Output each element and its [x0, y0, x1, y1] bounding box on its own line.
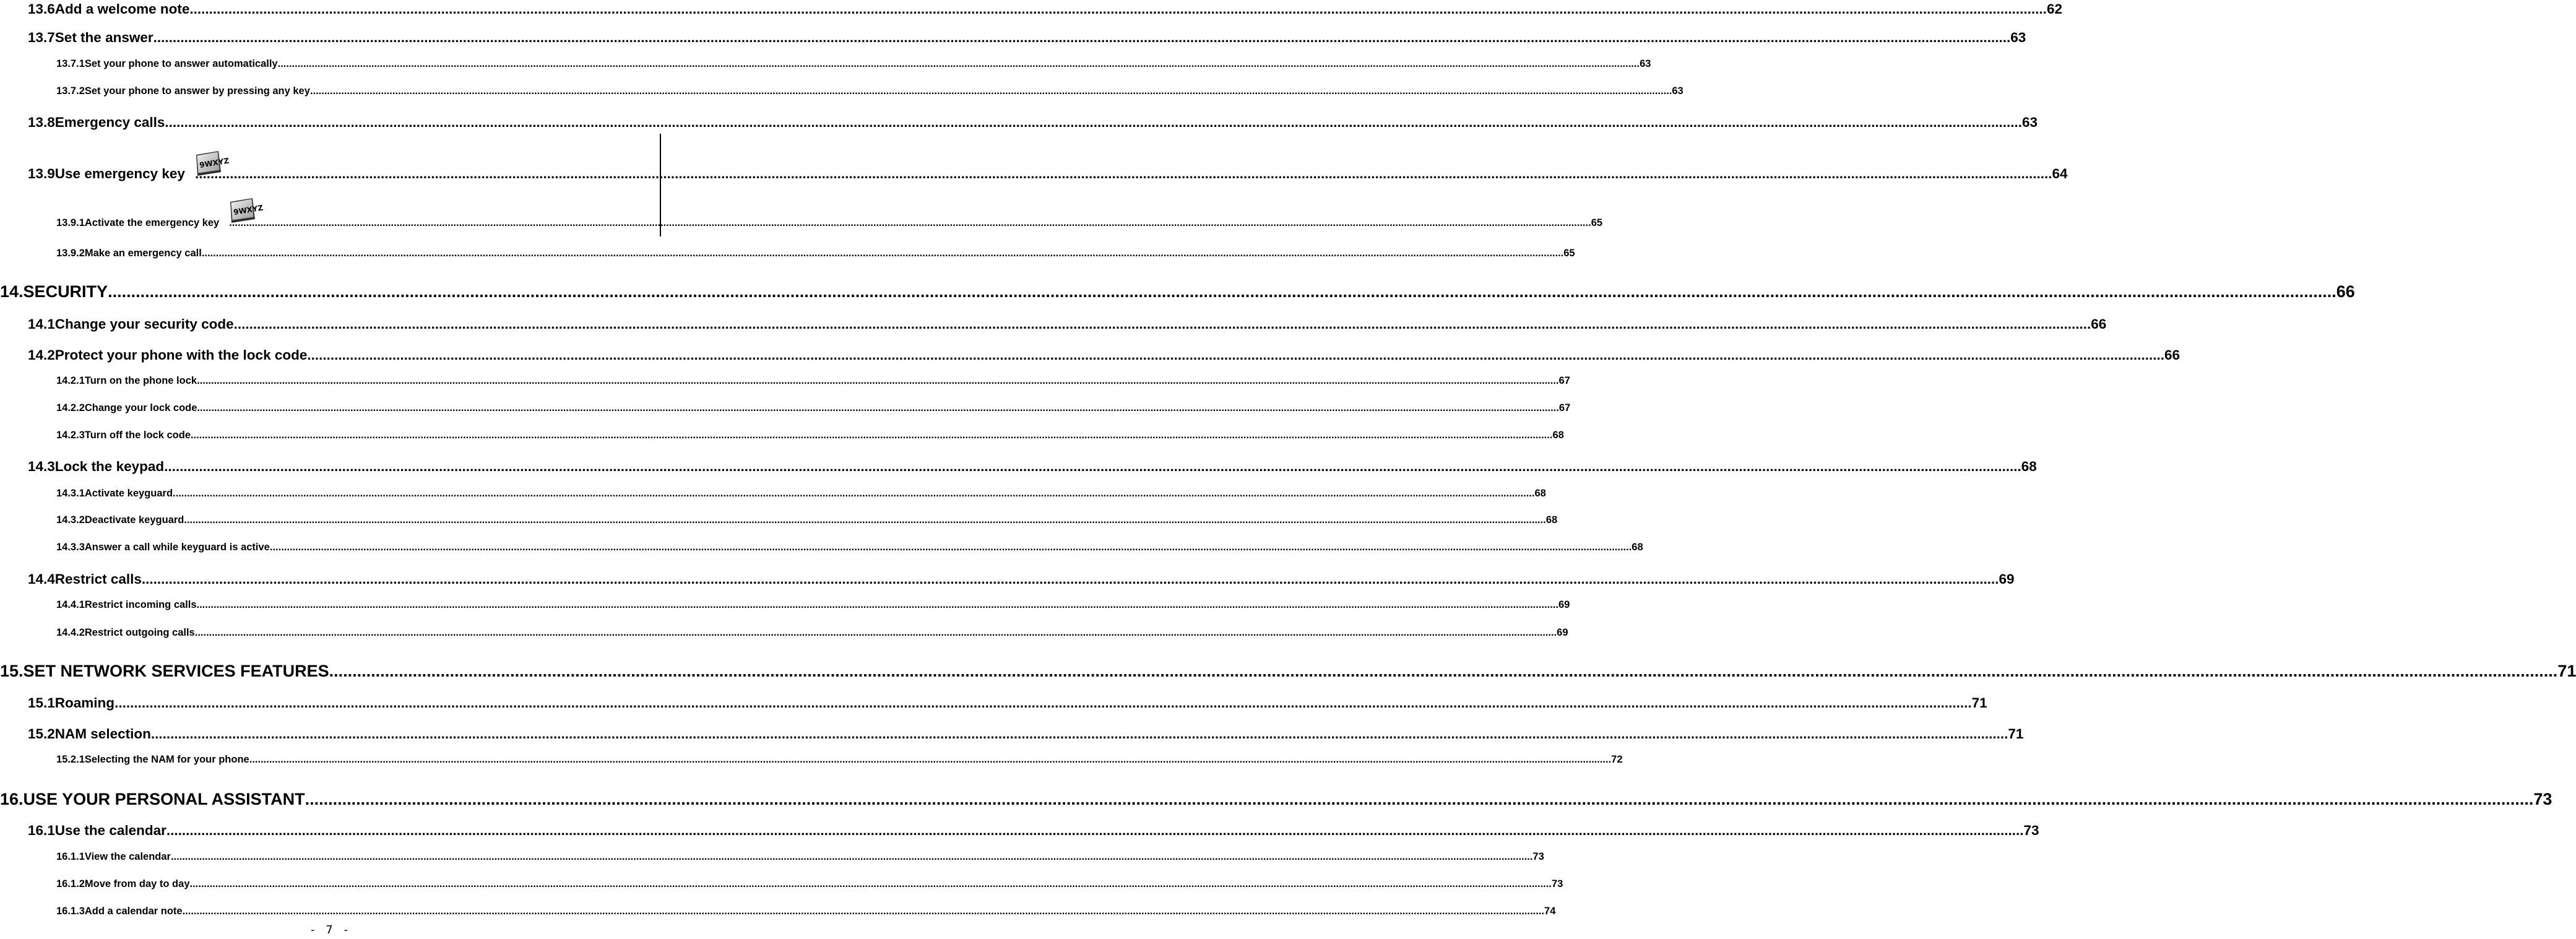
entry-title: SET NETWORK SERVICES FEATURES — [23, 662, 329, 680]
entry-number: 13.9.2 — [56, 248, 85, 259]
entry-number: 13.7.2 — [56, 85, 85, 97]
dot-leader — [151, 726, 2008, 742]
entry-number: 15. — [0, 662, 24, 680]
dot-leader — [164, 459, 2021, 475]
entry-title: Deactivate keyguard — [84, 514, 184, 526]
entry-number: 13.6 — [28, 1, 55, 17]
dot-leader — [108, 282, 2336, 301]
entry-title: Activate the emergency key — [84, 217, 220, 228]
change-bar — [660, 134, 661, 236]
entry-page: 71 — [2008, 726, 2024, 742]
entry-number: 16.1 — [28, 823, 55, 838]
dot-leader — [234, 316, 2091, 332]
entry-number: 14.2.1 — [56, 375, 85, 386]
entry-number: 14.4.1 — [56, 599, 85, 610]
entry-number: 14.2 — [28, 347, 55, 363]
entry-title: Turn on the phone lock — [84, 375, 197, 386]
toc-entry-14-2-3[interactable] — [56, 428, 1564, 441]
entry-number: 14.2.2 — [56, 402, 85, 413]
entry-title: SECURITY — [23, 282, 108, 301]
toc-entry-13-7[interactable] — [28, 27, 2026, 46]
entry-title: Answer a call while keyguard is active — [84, 542, 270, 553]
entry-number: 16.1.1 — [56, 851, 85, 862]
dot-leader — [197, 599, 1558, 611]
toc-entry-16-1-3[interactable] — [56, 904, 1556, 917]
dot-leader — [329, 662, 2558, 681]
toc-entry-16-1[interactable] — [28, 820, 2039, 839]
svg-text:9WXYZ: 9WXYZ — [199, 156, 230, 170]
toc-entry-14-2-2[interactable] — [56, 400, 1571, 414]
entry-number: 16. — [0, 790, 24, 808]
dot-leader — [270, 542, 1632, 553]
dot-leader — [173, 488, 1534, 500]
dot-leader — [305, 790, 2534, 809]
dot-leader — [195, 627, 1557, 639]
entry-title: Make an emergency call — [84, 248, 202, 259]
dot-leader — [165, 115, 2022, 131]
dot-leader — [202, 248, 1563, 259]
toc-entry-13-6[interactable] — [28, 0, 2062, 17]
entry-number: 16.1.2 — [56, 878, 85, 889]
dot-leader — [307, 347, 2164, 363]
entry-page: 69 — [1557, 627, 1568, 638]
entry-page: 74 — [1544, 906, 1556, 917]
entry-title: Activate keyguard — [84, 488, 173, 499]
entry-page: 68 — [1632, 542, 1643, 553]
entry-title: Use emergency key — [54, 166, 185, 181]
entry-page: 63 — [1672, 85, 1683, 97]
entry-number: 15.2.1 — [56, 754, 85, 765]
entry-page: 71 — [2557, 662, 2576, 680]
entry-number: 13.9.1 — [56, 217, 85, 228]
entry-number: 13.7 — [28, 30, 55, 45]
toc-entry-14-4-2[interactable] — [56, 625, 1568, 639]
entry-number: 14.3.3 — [56, 542, 85, 553]
entry-number: 14. — [0, 282, 24, 301]
toc-entry-14-4[interactable] — [28, 569, 2015, 587]
dot-leader — [197, 402, 1558, 414]
dot-leader — [166, 823, 2024, 839]
entry-page: 68 — [1545, 514, 1558, 526]
toc-entry-16-1-1[interactable] — [56, 849, 1544, 863]
entry-page: 71 — [1971, 695, 1987, 711]
dot-leader — [195, 166, 2052, 182]
toc-entry-14-3-3[interactable] — [56, 540, 1643, 553]
entry-title: Change your security code — [54, 316, 234, 332]
dot-leader — [249, 754, 1611, 766]
entry-number: 14.4.2 — [56, 627, 85, 638]
entry-title: Restrict incoming calls — [84, 599, 197, 610]
dot-leader — [142, 571, 1999, 587]
entry-title: Move from day to day — [84, 878, 190, 889]
entry-number: 14.3 — [28, 459, 55, 474]
entry-page: 68 — [2021, 459, 2037, 474]
toc-entry-14-1[interactable] — [28, 314, 2107, 332]
entry-title: NAM selection — [54, 726, 151, 742]
toc-entry-13-7-2[interactable] — [56, 84, 1683, 97]
entry-number: 14.1 — [28, 316, 55, 332]
entry-page: 69 — [1999, 571, 2015, 587]
toc-entry-13-9-2[interactable] — [56, 246, 1575, 259]
entry-page: 73 — [1551, 878, 1563, 889]
entry-title: View the calendar — [84, 851, 171, 862]
entry-page: 64 — [2052, 166, 2068, 181]
dot-leader — [183, 906, 1544, 917]
toc-entry-16[interactable] — [0, 788, 2552, 809]
page-number: - 7 - — [311, 924, 352, 937]
entry-title: Use the calendar — [54, 823, 166, 838]
entry-page: 66 — [2336, 282, 2355, 301]
entry-title: Selecting the NAM for your phone — [84, 754, 249, 765]
entry-page: 65 — [1563, 248, 1575, 259]
entry-page: 72 — [1611, 754, 1623, 765]
toc-entry-14[interactable] — [0, 280, 2355, 301]
toc-entry-15-2-1[interactable] — [56, 752, 1623, 766]
dot-leader — [115, 695, 1972, 711]
toc-entry-14-4-1[interactable] — [56, 597, 1570, 611]
entry-number: 13.7.1 — [56, 58, 85, 69]
entry-number: 14.2.3 — [56, 430, 85, 441]
entry-title: Roaming — [54, 695, 115, 711]
svg-text:9WXYZ: 9WXYZ — [233, 203, 264, 217]
dot-leader — [153, 30, 2011, 46]
toc-entry-13-9[interactable] — [28, 156, 2068, 182]
entry-title: Protect your phone with the lock code — [54, 347, 308, 363]
entry-title: Lock the keypad — [54, 459, 165, 474]
entry-title: Restrict outgoing calls — [84, 627, 195, 638]
entry-title: Set your phone to answer automatically — [84, 58, 278, 69]
toc-entry-15-2[interactable] — [28, 724, 2024, 742]
entry-page: 62 — [2046, 1, 2062, 17]
entry-title: Turn off the lock code — [84, 430, 191, 441]
dot-leader — [197, 375, 1558, 387]
entry-page: 69 — [1558, 599, 1570, 610]
dot-leader — [229, 217, 1591, 229]
entry-page: 73 — [2533, 790, 2552, 808]
entry-number: 15.2 — [28, 726, 55, 742]
entry-page: 65 — [1591, 217, 1603, 228]
entry-title: Restrict calls — [54, 571, 142, 587]
entry-page: 63 — [1640, 58, 1651, 69]
entry-title: Change your lock code — [84, 402, 197, 413]
dot-leader — [184, 514, 1545, 526]
entry-number: 14.3.2 — [56, 514, 85, 526]
entry-page: 73 — [2023, 823, 2039, 838]
entry-title: Add a welcome note — [54, 1, 190, 17]
dot-leader — [189, 1, 2047, 17]
entry-page: 67 — [1558, 402, 1571, 413]
entry-page: 66 — [2091, 316, 2107, 332]
toc-entry-14-2-1[interactable] — [56, 373, 1570, 387]
toc-entry-13-7-1[interactable] — [56, 56, 1651, 70]
entry-number: 15.1 — [28, 695, 55, 711]
entry-title: Emergency calls — [54, 115, 165, 130]
entry-page: 63 — [2010, 30, 2026, 45]
entry-title: USE YOUR PERSONAL ASSISTANT — [23, 790, 305, 808]
toc-entry-15-1[interactable] — [28, 693, 1987, 711]
entry-page: 73 — [1532, 851, 1544, 862]
entry-number: 14.3.1 — [56, 488, 85, 499]
dot-leader — [278, 58, 1640, 70]
toc-entry-14-3-1[interactable] — [56, 486, 1546, 500]
entry-page: 68 — [1534, 488, 1546, 499]
toc-entry-13-8[interactable] — [28, 112, 2038, 131]
toc-entry-14-3[interactable] — [28, 456, 2037, 475]
entry-number: 16.1.3 — [56, 906, 85, 917]
toc-entry-16-1-2[interactable] — [56, 876, 1563, 890]
entry-number: 13.9 — [28, 166, 55, 181]
dot-leader — [191, 430, 1552, 441]
entry-number: 13.8 — [28, 115, 55, 130]
entry-title: Add a calendar note — [84, 906, 183, 917]
toc-entry-13-9-1[interactable] — [56, 203, 1603, 229]
dot-leader — [310, 85, 1672, 97]
entry-page: 67 — [1558, 375, 1570, 386]
toc-entry-14-3-2[interactable] — [56, 513, 1558, 526]
entry-page: 66 — [2164, 347, 2180, 363]
entry-title: Set your phone to answer by pressing any key — [84, 85, 310, 97]
entry-number: 14.4 — [28, 571, 55, 587]
toc-entry-14-2[interactable] — [28, 345, 2180, 363]
entry-page: 63 — [2022, 115, 2038, 130]
dot-leader — [190, 878, 1552, 890]
entry-page: 68 — [1552, 430, 1564, 441]
entry-title: Set the answer — [54, 30, 153, 45]
dot-leader — [171, 851, 1532, 863]
toc-entry-15[interactable] — [0, 660, 2576, 681]
